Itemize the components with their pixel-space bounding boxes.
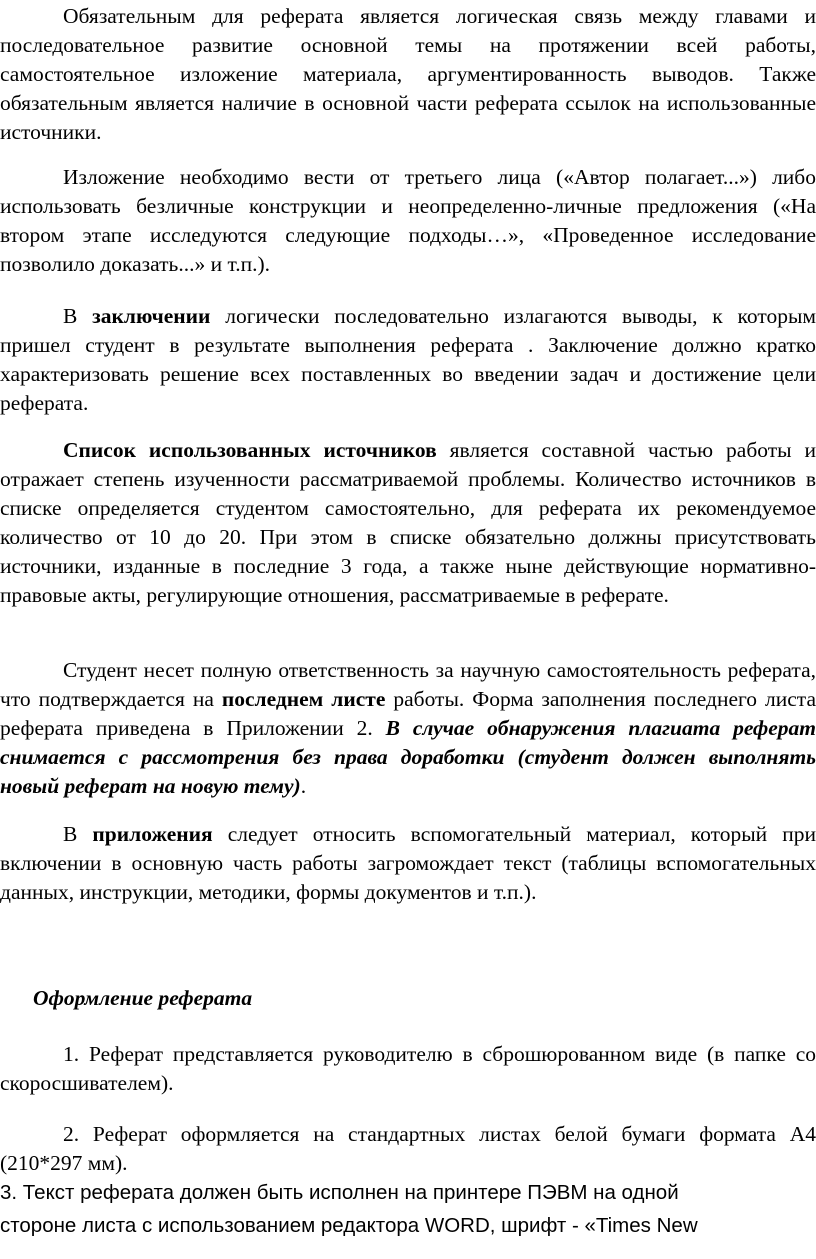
list-item-3-line-2: стороне листа с использованием редактора WORD, шрифт - «Times New: [0, 1214, 698, 1237]
paragraph-sources-list: Список использованных источников является составной частью работы и отражает степень изученности рассматриваемой проблемы. Количество источников в списке определяется студентом самостоятельно, для реферата их рекомендуемое количество от 10 до 20. При этом в списке обязательно должны присутствовать источники, изданные в последние 3 года, а также ныне действующие нормативно-правовые акты, регулирующие отношения, рассматриваемые в реферате.: [0, 438, 816, 607]
list-item-3-line-1: 3. Текст реферата должен быть исполнен на принтере ПЭВМ на одной: [0, 1181, 679, 1204]
paragraph-appendices: В приложения следует относить вспомогательный материал, который при включении в основную часть работы загромождает текст (таблицы вспомогательных данных, инструкции, методики, формы документов и т.п.).: [0, 822, 816, 904]
term-conclusion: заключении: [92, 304, 211, 328]
list-item-1: 1. Реферат представляется руководителю в сброшюрованном виде (в папке со скоросшивателем).: [0, 1042, 816, 1095]
paragraph-text: Обязательным для реферата является логическая связь между главами и последовательное развитие основной темы на протяжении всей работы, самостоятельное изложение материала, аргументированность выводов. Также обязательным является наличие в основной части реферата ссылок на использованные источники.: [0, 4, 816, 144]
paragraph-third-person: [0, 163, 816, 279]
paragraph-plagiarism: Студент несет полную ответственность за научную самостоятельность реферата, что подтверждается на последнем листе работы. Форма заполнения последнего листа реферата приведена в Приложении 2. В случае обнаружения плагиата реферат снимается с рассмотрения без права доработки (студент должен выполнять новый реферат на новую тему).: [0, 658, 816, 798]
term-appendices: приложения: [92, 822, 213, 846]
paragraph-logical-connection: [0, 2, 816, 147]
paragraph-text: Изложение необходимо вести от третьего лица («Автор полагает...») либо использовать безличные конструкции и неопределенно-личные предложения («На втором этапе исследуются следующие подходы…», «Проведенное исследование позволило доказать...» и т.п.).: [0, 165, 816, 276]
term-last-page: последнем листе: [221, 687, 386, 711]
section-heading: Оформление реферата: [33, 986, 253, 1010]
term-sources-list: Список использованных источников: [63, 438, 437, 462]
list-item-2: 2. Реферат оформляется на стандартных листах белой бумаги формата А4 (210*297 мм).: [0, 1122, 816, 1175]
paragraph-conclusion: В заключении логически последовательно излагаются выводы, к которым пришел студент в результате выполнения реферата . Заключение должно кратко характеризовать решение всех поставленных во введении задач и достижение цели реферата.: [0, 304, 816, 415]
plagiarism-warning: В случае обнаружения плагиата реферат снимается с рассмотрения без права доработки (студент должен выполнять новый реферат на новую тему): [0, 716, 816, 798]
